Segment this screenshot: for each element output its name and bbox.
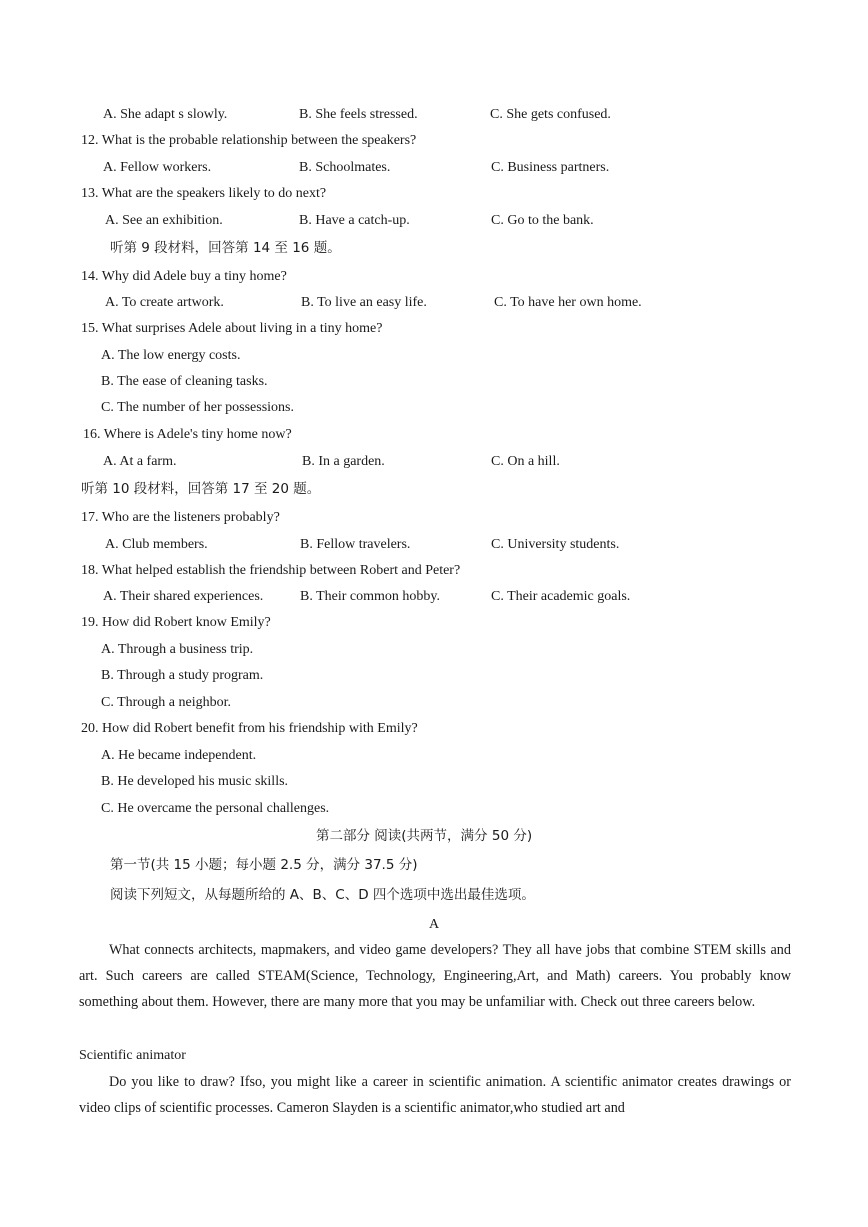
q17-option-b: B. Fellow travelers.: [300, 537, 411, 552]
q19-stem: 19. How did Robert know Emily?: [81, 615, 271, 630]
section-1-heading: 第一节(共 15 小题；每小题 2.5 分，满分 37.5 分): [110, 857, 418, 873]
q16-option-a: A. At a farm.: [103, 454, 177, 469]
section-10-instruction: 听第 10 段材料，回答第 17 至 20 题。: [81, 481, 321, 497]
q19-option-b: B. Through a study program.: [101, 668, 264, 683]
q12-option-c: C. Business partners.: [491, 160, 610, 175]
q14-option-b: B. To live an easy life.: [301, 295, 427, 310]
q15-option-a: A. The low energy costs.: [101, 348, 241, 363]
q13-option-a: A. See an exhibition.: [105, 213, 223, 228]
q18-option-a: A. Their shared experiences.: [103, 589, 264, 604]
q13-stem: 13. What are the speakers likely to do next?: [81, 186, 327, 201]
q11-option-b: B. She feels stressed.: [299, 107, 418, 122]
q17-stem: 17. Who are the listeners probably?: [81, 510, 280, 525]
q15-stem: 15. What surprises Adele about living in a tiny home?: [81, 321, 383, 336]
q19-option-a: A. Through a business trip.: [101, 642, 254, 657]
q18-stem: 18. What helped establish the friendship between Robert and Peter?: [81, 563, 461, 578]
q11-option-c: C. She gets confused.: [490, 107, 611, 122]
q15-option-b: B. The ease of cleaning tasks.: [101, 374, 268, 389]
q12-stem: 12. What is the probable relationship between the speakers?: [81, 133, 417, 148]
q14-option-a: A. To create artwork.: [105, 295, 224, 310]
part-2-title: 第二部分 阅读(共两节，满分 50 分): [316, 828, 533, 844]
q13-option-b: B. Have a catch-up.: [299, 213, 410, 228]
q20-option-c: C. He overcame the personal challenges.: [101, 801, 330, 816]
passage-label: A: [428, 917, 440, 932]
q12-option-b: B. Schoolmates.: [299, 160, 391, 175]
q14-option-c: C. To have her own home.: [494, 295, 642, 310]
q14-stem: 14. Why did Adele buy a tiny home?: [81, 269, 287, 284]
q20-option-a: A. He became independent.: [101, 748, 257, 763]
q17-option-c: C. University students.: [491, 537, 620, 552]
q15-option-c: C. The number of her possessions.: [101, 400, 294, 415]
q18-option-b: B. Their common hobby.: [300, 589, 440, 604]
q19-option-c: C. Through a neighbor.: [101, 695, 232, 710]
passage-paragraph-2-text: Do you like to draw? Ifso, you might like a career in scientific animation. A scientific animator creates drawings or video clips of scientific processes. Cameron Slayden is a scientific animator,who studied art and: [79, 1074, 791, 1117]
q11-option-a: A. She adapt s slowly.: [103, 107, 228, 122]
q13-option-c: C. Go to the bank.: [491, 213, 594, 228]
q12-option-a: A. Fellow workers.: [103, 160, 212, 175]
q16-option-c: C. On a hill.: [491, 454, 560, 469]
passage-paragraph-1: [79, 937, 791, 1016]
q20-option-b: B. He developed his music skills.: [101, 774, 289, 789]
q16-option-b: B. In a garden.: [302, 454, 385, 469]
q20-stem: 20. How did Robert benefit from his friendship with Emily?: [81, 721, 418, 736]
passage-paragraph-2: [79, 1069, 791, 1121]
q18-option-c: C. Their academic goals.: [491, 589, 631, 604]
reading-instruction: 阅读下列短文，从每题所给的 A、B、C、D 四个选项中选出最佳选项。: [110, 887, 535, 903]
q16-stem: 16. Where is Adele's tiny home now?: [83, 427, 292, 442]
subheading-scientific-animator: Scientific animator: [79, 1048, 186, 1063]
section-9-instruction: 听第 9 段材料，回答第 14 至 16 题。: [110, 240, 341, 256]
passage-paragraph-1-text: What connects architects, mapmakers, and video game developers? They all have jobs that combine STEM skills and art. Such careers are called STEAM(Science, Technology, Engineering,Art, and Math) careers. You probably know something about them. However, there are many more that you may be unfamiliar with. Check out three careers below.: [79, 942, 791, 1011]
q17-option-a: A. Club members.: [105, 537, 208, 552]
